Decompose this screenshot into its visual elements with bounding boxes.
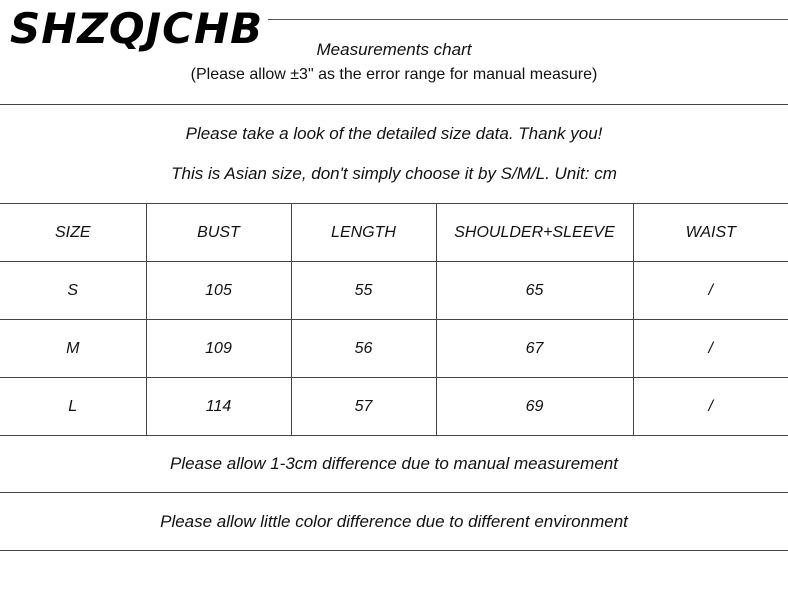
cell-waist: / bbox=[633, 378, 788, 436]
table-header-row bbox=[0, 204, 788, 262]
footer-note-2: Please allow little color difference due to different environment bbox=[160, 512, 628, 531]
divider bbox=[0, 550, 788, 551]
cell-bust: 105 bbox=[146, 262, 291, 320]
cell-waist: / bbox=[633, 320, 788, 378]
size-note-1: Please take a look of the detailed size data. Thank you! bbox=[185, 124, 603, 143]
divider bbox=[268, 19, 788, 20]
cell-length: 56 bbox=[291, 320, 436, 378]
table-row bbox=[0, 320, 788, 378]
cell-length: 57 bbox=[291, 378, 436, 436]
cell-length: 55 bbox=[291, 262, 436, 320]
table-row bbox=[0, 378, 788, 436]
footer-note-1: Please allow 1-3cm difference due to manual measurement bbox=[170, 454, 618, 473]
cell-size: L bbox=[0, 378, 146, 436]
size-note-2: This is Asian size, don't simply choose it by S/M/L. Unit: cm bbox=[171, 164, 617, 183]
header-shoulder-sleeve: SHOULDER+SLEEVE bbox=[436, 204, 633, 262]
header-size: SIZE bbox=[0, 204, 146, 262]
cell-shoulder-sleeve: 67 bbox=[436, 320, 633, 378]
cell-shoulder-sleeve: 65 bbox=[436, 262, 633, 320]
header-waist: WAIST bbox=[633, 204, 788, 262]
cell-size: M bbox=[0, 320, 146, 378]
divider bbox=[0, 104, 788, 105]
cell-size: S bbox=[0, 262, 146, 320]
header-length: LENGTH bbox=[291, 204, 436, 262]
brand-logo: SHZQJCHB bbox=[10, 4, 264, 53]
header-bust: BUST bbox=[146, 204, 291, 262]
chart-title: Measurements chart bbox=[316, 40, 472, 59]
divider bbox=[0, 492, 788, 493]
cell-waist: / bbox=[633, 262, 788, 320]
table-row bbox=[0, 262, 788, 320]
cell-shoulder-sleeve: 69 bbox=[436, 378, 633, 436]
cell-bust: 114 bbox=[146, 378, 291, 436]
chart-subtitle: (Please allow ±3" as the error range for manual measure) bbox=[190, 66, 598, 83]
size-table bbox=[0, 203, 788, 436]
cell-bust: 109 bbox=[146, 320, 291, 378]
